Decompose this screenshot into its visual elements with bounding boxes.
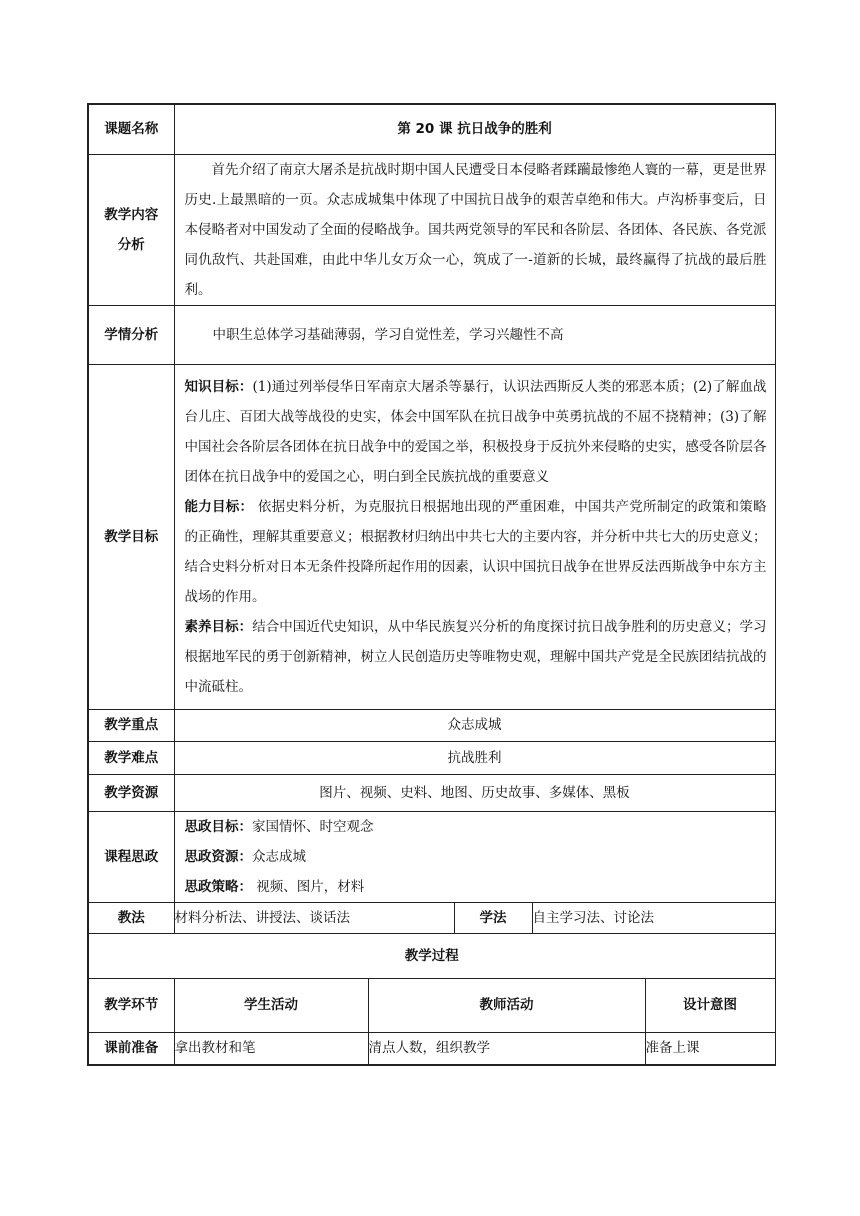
resources-text: 图片、视频、史料、地图、历史故事、多媒体、黑板: [174, 774, 775, 811]
row-method: [88, 902, 775, 933]
process-student: 拿出教材和笔: [174, 1032, 368, 1065]
difficult-label: 教学难点: [88, 741, 174, 774]
lesson-plan-table: [87, 103, 776, 1066]
literacy-goal-label: 素养目标：: [184, 618, 253, 635]
header-intent: 设计意图: [645, 978, 775, 1032]
knowledge-goal: [175, 372, 775, 492]
goals-cell: [174, 364, 775, 709]
key-text: 众志成城: [174, 709, 775, 741]
row-process-header: [88, 978, 775, 1032]
ideology-cell: [174, 811, 775, 902]
process-stage: 课前准备: [88, 1032, 174, 1065]
process-intent: 准备上课: [645, 1032, 775, 1065]
ideology-resource-text: 众志成城: [252, 848, 306, 865]
student-label: 学情分析: [88, 305, 174, 364]
header-student: 学生活动: [174, 978, 368, 1032]
ideology-goal: [175, 812, 775, 842]
difficult-text: 抗战胜利: [174, 741, 775, 774]
header-teacher: 教师活动: [368, 978, 645, 1032]
ability-goal: [175, 492, 775, 612]
student-cell: [174, 305, 775, 364]
content-label: [88, 154, 174, 305]
content-cell: [174, 154, 775, 305]
literacy-goal-text: 结合中国近代史知识，从中华民族复兴分析的角度探讨抗日战争胜利的历史意义；学习根据地军民的勇于创新精神，树立人民创造历史等唯物史观，理解中国共产党是全民族团结抗战的中流砥柱。: [184, 618, 767, 695]
ideology-label: 课程思政: [88, 811, 174, 902]
content-text: 首先介绍了南京大屠杀是抗战时期中国人民遭受日本侵略者蹂躏最惨绝人寰的一幕，更是世界历史.上最黑暗的一页。众志成城集中体现了中国抗日战争的艰苦卓绝和伟大。卢沟桥事变后，日本侵略者对中国发动了全面的侵略战争。国共两党领导的军民和各阶层、各团体、各民族、各党派同仇敌忾、共赴国难，由此中华儿女万众一心，筑成了一-道新的长城，最终赢得了抗战的最后胜利。: [184, 161, 767, 298]
row-ideology: [88, 811, 775, 902]
knowledge-goal-text: (1)通过列举侵华日军南京大屠杀等暴行，认识法西斯反人类的邪恶本质；(2)了解血战台儿庄、百团大战等战役的史实，体会中国军队在抗日战争中英勇抗战的不屈不挠精神；(3)了解中国社会各阶层各团体在抗日战争中的爱国之举，积极投身于反抗外来侵略的史实，感受各阶层各团体在抗日战争中的爱国之心，明白到全民族抗战的重要意义: [184, 378, 767, 485]
process-title: 教学过程: [88, 933, 775, 978]
knowledge-goal-label: 知识目标：: [184, 378, 253, 395]
table-row: [88, 1032, 775, 1065]
row-process-title: [88, 933, 775, 978]
ideology-resource-label: 思政资源：: [184, 848, 252, 865]
learn-text: 自主学习法、讨论法: [532, 902, 775, 933]
ideology-strategy-label: 思政策略：: [184, 878, 252, 895]
learn-label: 学法: [454, 902, 532, 933]
row-resources: [88, 774, 775, 811]
content-label-text: 教学内容分析: [104, 206, 159, 253]
row-key: [88, 709, 775, 741]
ideology-strategy-text: 视频、图片，材料: [252, 878, 365, 895]
ideology-goal-text: 家国情怀、时空观念: [252, 818, 374, 835]
lesson-title: 第 20 课 抗日战争的胜利: [174, 104, 775, 154]
process-teacher: 清点人数，组织教学: [368, 1032, 645, 1065]
row-content: [88, 154, 775, 305]
header-stage: 教学环节: [88, 978, 174, 1032]
resources-label: 教学资源: [88, 774, 174, 811]
student-text: 中职生总体学习基础薄弱，学习自觉性差，学习兴趣性不高: [212, 326, 564, 343]
row-goals: [88, 364, 775, 709]
ideology-strategy: [175, 872, 775, 902]
key-label: 教学重点: [88, 709, 174, 741]
ideology-resource: [175, 842, 775, 872]
ideology-goal-label: 思政目标：: [184, 818, 252, 835]
goals-label: 教学目标: [88, 364, 174, 709]
literacy-goal: [175, 612, 775, 702]
row-title: [88, 104, 775, 154]
method-text: 材料分析法、讲授法、谈话法: [174, 902, 454, 933]
method-label: 教法: [88, 902, 174, 933]
ability-goal-label: 能力目标：: [184, 498, 254, 515]
row-student: [88, 305, 775, 364]
title-label: 课题名称: [88, 104, 174, 154]
row-difficult: [88, 741, 775, 774]
ability-goal-text: 依据史料分析，为克服抗日根据地出现的严重困难，中国共产党所制定的政策和策略的正确性，理解其重要意义；根据教材归纳出中共七大的主要内容，并分析中共七大的历史意义；结合史料分析对日本无条件投降所起作用的因素，认识中国抗日战争在世界反法西斯战争中东方主战场的作用。: [184, 498, 767, 605]
